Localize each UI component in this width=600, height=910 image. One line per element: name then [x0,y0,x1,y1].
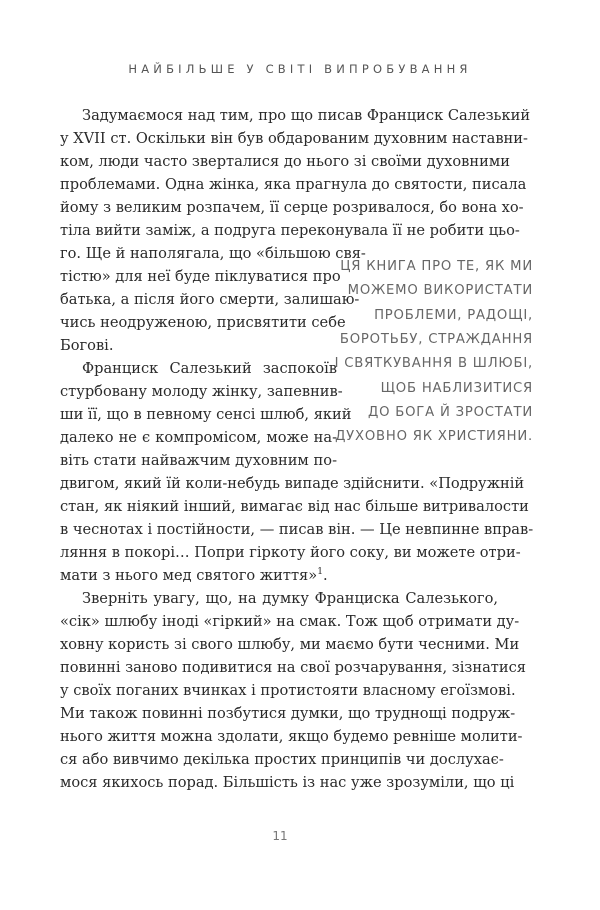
text-line [60,311,346,334]
text-line-content: ляння в покорі… Попри гіркоту його соку, ви можете отри- [60,543,521,561]
text-line [60,219,520,242]
text-line-content: двигом, який їй коли-небудь випаде здійснити. «Подружній [60,474,525,492]
text-line-content: мося якихось порад. Більшість із нас уже зрозуміли, що ці [60,773,515,791]
text-line [60,748,504,771]
text-line-content: стурбовану молоду жінку, запевнив- [60,382,343,400]
text-line [60,771,515,794]
text-line [60,127,528,150]
text-line-content: мати з нього мед святого життя» [60,566,318,584]
text-line [60,633,520,656]
text-line [60,518,534,541]
text-line-content: батька, а після його смерти, залишаю- [60,290,360,308]
text-line-content: віть стати найважчим духовним по- [60,451,337,469]
text-line-content: чись неодруженою, присвятити себе [60,313,346,331]
text-line [60,173,527,196]
text-line-content: ши її, що в певному сенсі шлюб, який [60,405,352,423]
pull-quote-line: І СВЯТКУВАННЯ В ШЛЮБІ, [334,356,533,372]
text-line [60,495,529,518]
text-line [60,380,343,403]
footnote-marker: 1 [317,566,323,577]
text-line [60,656,526,679]
text-line-content: Богові. [60,336,114,354]
text-line [60,679,516,702]
text-line-content: тістю» для неї буде піклуватися про [60,267,341,285]
text-line [60,587,498,610]
pull-quote-line: ЦЯ КНИГА ПРО ТЕ, ЯК МИ [340,259,533,274]
page-number: 11 [272,829,288,843]
text-line [60,449,337,472]
pull-quote-line: БОРОТЬБУ, СТРАЖДАННЯ [339,331,533,347]
text-line [60,541,521,564]
text-line [60,610,520,633]
text-line-content: Ми також повинні позбутися думки, що труднощі подруж- [60,704,516,722]
text-line [60,150,510,173]
text-line-content: у XVII ст. Оскільки він був обдарованим духовним наставни- [60,129,528,147]
text-line-content: у своїх поганих вчинках і протистояти власному егоїзмові. [60,681,516,699]
text-line-content: стан, як ніякий інший, вимагає від нас більше витривалости [60,497,529,515]
text-line-content: нього життя можна здолати, якщо будемо ревніше молити- [60,727,523,745]
text-line-content: Франциск Салезький заспокоїв [82,359,337,377]
text-line-content: го. Ще й наполягала, що «більшою свя- [60,244,366,262]
text-line-content: ком, люди часто зверталися до нього зі своїми духовними [60,152,510,170]
text-line-content: далеко не є компромісом, може на- [60,428,337,446]
text-line [60,702,516,725]
text-line-content: тіла вийти заміж, а подруга переконувала її не робити цьо- [60,221,520,239]
text-line-content: Зверніть увагу, що, на думку Франциска Салезького, [82,589,498,607]
text-line [60,334,337,357]
text-line-content: проблемами. Одна жінка, яка прагнула до святости, писала [60,175,527,193]
pull-quote-line: ДУХОВНО ЯК ХРИСТИЯНИ. [335,429,533,445]
text-line [60,265,341,288]
text-line [60,426,337,449]
pull-quote-line: ЩОБ НАБЛИЗИТИСЯ [380,380,533,396]
text-line-content: повинні заново подивитися на свої розчарування, зізнатися [60,658,526,676]
text-line-content: ся або вивчимо декілька простих принципів чи дослухає- [60,750,504,768]
text-line-content: йому з великим розпачем, її серце розривалося, бо вона хо- [60,198,524,216]
text-line [60,288,360,311]
pull-quote-line: ПРОБЛЕМИ, РАДОЩІ, [374,307,533,323]
text-line-content: «сік» шлюбу іноді «гіркий» на смак. Тож щоб отримати ду- [60,612,520,630]
text-line [60,725,523,748]
running-head: НАЙБІЛЬШЕ У СВІТІ ВИПРОБУВАННЯ [128,62,472,76]
text-line [60,242,366,265]
footnote-trailing-punctuation: . [322,566,328,584]
text-line [60,472,525,495]
pull-quote-line: МОЖЕМО ВИКОРИСТАТИ [347,283,533,299]
text-line [60,196,524,219]
text-line [60,357,337,380]
text-line-content: Задумаємося над тим, про що писав Франциск Салезький [82,106,531,124]
text-line-content: ховну користь зі свого шлюбу, ми маємо бути чесними. Ми [60,635,520,653]
text-line [60,403,352,426]
text-line [60,564,498,587]
pull-quote-line: ДО БОГА Й ЗРОСТАТИ [367,404,533,420]
text-line-content: в чеснотах і постійности, — писав він. — Це невпинне вправ- [60,520,534,538]
text-line [60,104,531,127]
